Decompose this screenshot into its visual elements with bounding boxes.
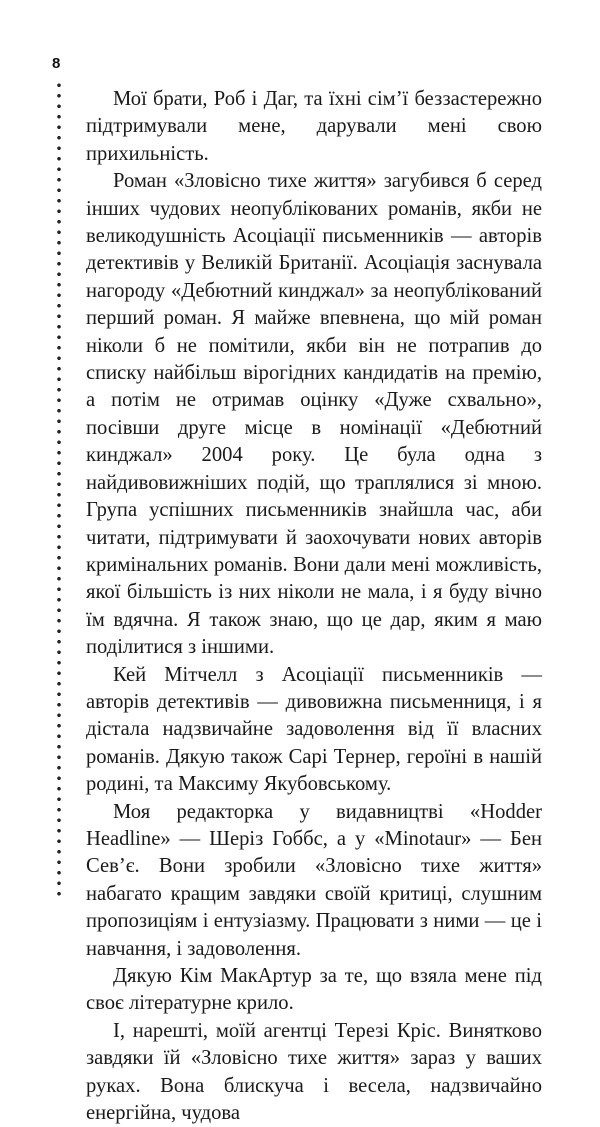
paragraph: Роман «Зловісно тихе життя» загубився б серед інших чудових неопублікованих романів, якби не великодушність Асоціації письменників — авторів детективів у Великій Британії. Асоціація заснувала нагороду «Дебютний кинджал» за неопублікований перший роман. Я майже впевнена, що мій роман ніколи б не помітили, якби він не потрапив до списку найбільш вірогідних кандидатів на премію, а потім не отримав оцінку «Дуже схвально», посівши друге місце в номінації «Дебютний кинджал» 2004 року. Це була одна з найдивовижніших подій, що траплялися зі мною. Група успішних письменників знайшла час, аби читати, підтримувати й заохочувати нових авторів кримінальних романів. Вони дали мені можливість, якої більшість із них ніколи не мала, і я буду вічно їм вдячна. Я також знаю, що це дар, яким я маю поділитися з іншими. xyxy=(86,170,542,659)
page-number: 8 xyxy=(52,55,61,72)
body-text xyxy=(86,86,542,1127)
dotted-margin-rule xyxy=(56,80,62,900)
paragraph: Кей Мітчелл з Асоціації письменників — авторів детективів — дивовижна письменниця, і я дістала надзвичайне задоволення від її власних романів. Дякую також Сарі Тернер, героїні в нашій родині, та Максиму Якубовському. xyxy=(86,663,542,796)
paragraph: Дякую Кім МакАртур за те, що взяла мене під своє літературне крило. xyxy=(86,965,542,1015)
paragraph: Мої брати, Роб і Даг, та їхні сім’ї беззастережно підтримували мене, дарували мені свою прихильність. xyxy=(86,88,542,165)
paragraph: І, нарешті, моїй агентці Терезі Кріс. Винятково завдяки їй «Зловісно тихе життя» зараз у ваших руках. Вона блискуча і весела, надзвичайно енергійна, чудова xyxy=(86,1019,542,1125)
paragraph: Моя редакторка у видавництві «Hodder Headline» — Шеріз Гоббс, а у «Minotaur» — Бен Сев’є. Вони зробили «Зловісно тихе життя» набагато кращим завдяки своїй критиці, слушним пропозиціям і ентузіазму. Працювати з ними — це і навчання, і задоволення. xyxy=(86,800,542,960)
